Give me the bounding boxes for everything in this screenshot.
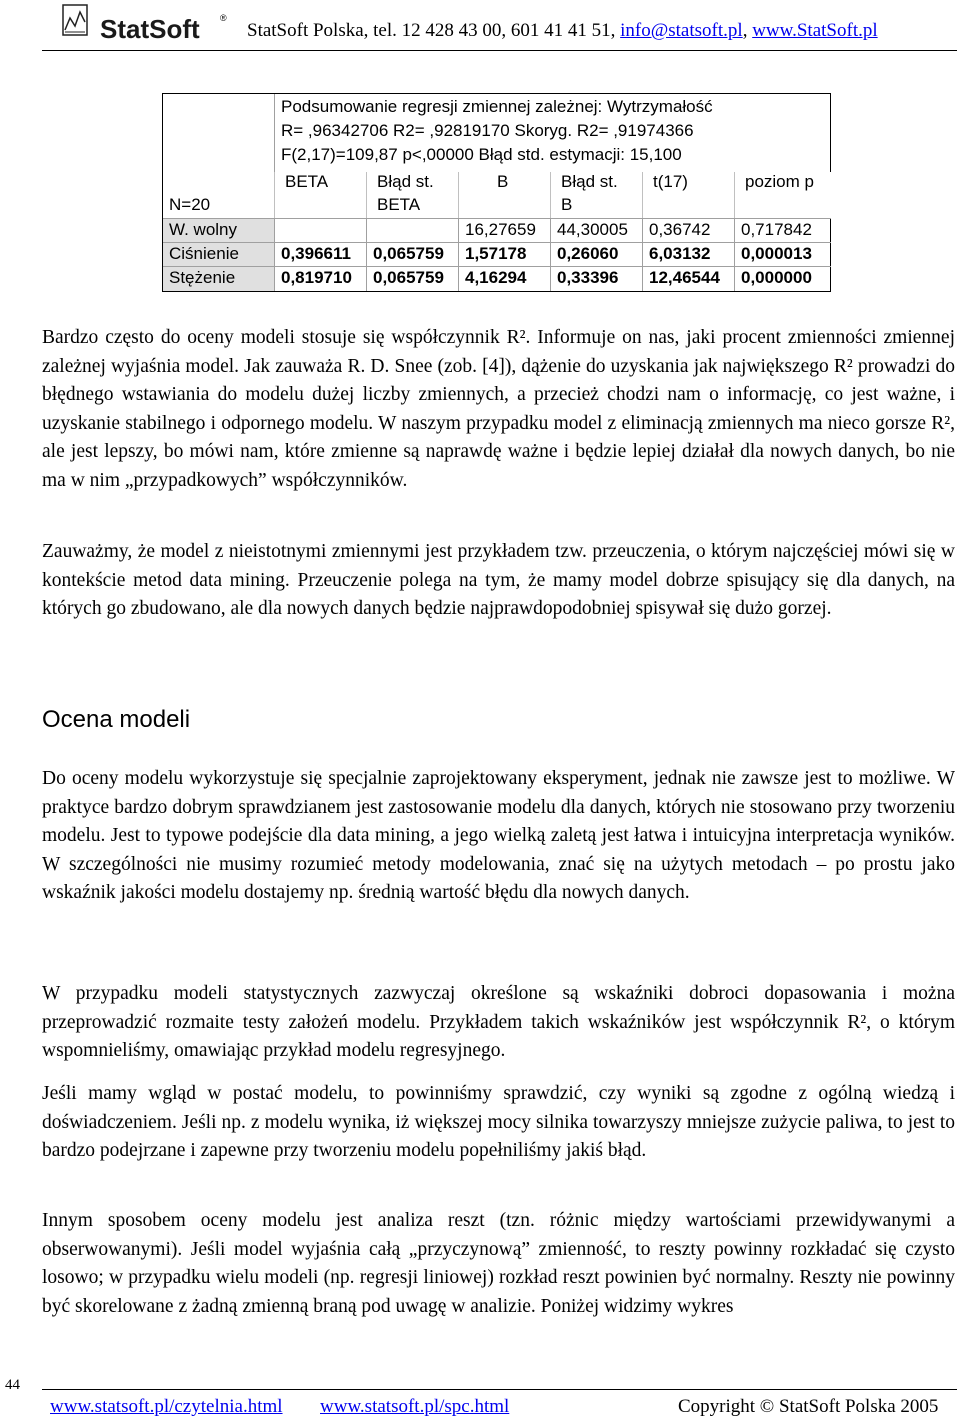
table-cell: 6,03132	[642, 242, 735, 266]
table-cell: 0,717842	[734, 218, 831, 242]
registered-mark: ®	[220, 13, 227, 23]
paragraph-statistical-models: W przypadku modeli statystycznych zazwyczaj określone są wskaźniki dobroci dopasowania i można przeprowadzić rozmaite testy założeń modelu. Przykładem takich wskaźników jest współczynnik R², o którym wspomnieliśmy, omawiając przykład modelu regresyjnego.	[42, 983, 955, 1062]
footer-divider	[42, 1389, 957, 1390]
table-cell: 44,30005	[550, 218, 643, 242]
page-number: 44	[5, 1377, 20, 1393]
column-header-t: t(17)	[642, 172, 735, 218]
table-row-label: W. wolny	[163, 218, 274, 242]
table-title-line: R= ,96342706 R2= ,92819170 Skoryg. R2= ,91974366	[281, 121, 694, 140]
column-header-beta: BETA	[274, 172, 367, 218]
column-header-p: poziom p	[734, 172, 831, 218]
table-title	[275, 94, 830, 172]
table-cell: 0,000013	[734, 242, 831, 266]
paragraph-domain-knowledge: Jeśli mamy wgląd w postać modelu, to powinniśmy sprawdzić, czy wyniki są zgodne z ogólną wiedzą i doświadczeniem. Jeśli np. z modelu wynika, iż większej mocy silnika towarzyszy mniejsze zużycie paliwa, to jest to bardzo podejrzane i zapewne przy tworzeniu modelu popełniliśmy jakiś błąd.	[42, 1083, 955, 1162]
table-cell: 4,16294	[458, 266, 551, 291]
table-cell: 0,065759	[366, 266, 459, 291]
table-title-line: Podsumowanie regresji zmiennej zależnej: Wytrzymałość	[281, 97, 713, 116]
column-header-std-err-beta: Błąd st. BETA	[366, 172, 459, 218]
table-cell: 0,396611	[274, 242, 367, 266]
header-website-link[interactable]: www.StatSoft.pl	[752, 20, 878, 41]
header-company: StatSoft Polska, tel. 12 428 43 00, 601 41 41 51,	[247, 20, 616, 41]
regression-summary-table	[162, 93, 831, 292]
n-label: N=20	[169, 195, 211, 214]
table-cell	[366, 218, 459, 242]
table-cell: 0,000000	[734, 266, 831, 291]
paragraph-residuals: Innym sposobem oceny modelu jest analiza reszt (tzn. różnic między wartościami przewidywanymi a obserwowanymi). Jeśli model wyjaśnia całą „przyczynową” zmienność, to reszty powinny rozkładać się czysto losowo; w przypadku wielu modeli (np. regresji liniowej) rozkład reszt powinien być normalny. Reszty nie powinny być skorelowane z żadną zmienną braną pod uwagę w analizie. Poniżej widzimy wykres	[42, 1210, 955, 1317]
logo-chart-icon	[62, 4, 98, 44]
footer-link-reading-room[interactable]: www.statsoft.pl/czytelnia.html	[50, 1396, 283, 1417]
table-cell: 1,57178	[458, 242, 551, 266]
page-header	[0, 0, 960, 48]
table-cell: 0,33396	[550, 266, 643, 291]
table-cell: 0,26060	[550, 242, 643, 266]
footer-copyright: Copyright © StatSoft Polska 2005	[678, 1396, 939, 1417]
column-header-std-err-b: Błąd st. B	[550, 172, 643, 218]
paragraph-r-squared: Bardzo często do oceny modeli stosuje się współczynnik R². Informuje on nas, jaki procent zmienności zmiennej zależnej wyjaśnia model. Jak zauważa R. D. Snee (zob. [4]), dążenie do uzyskania jak największego R² prowadzi do błędnego wstawiania do modelu dużej liczby zmiennych, a przecież chodzi nam o informację, co jest ważne, i uzyskanie stabilnego i odpornego modelu. W naszym przypadku model z eliminacją zmiennych ma nieco gorsze R², ale jest lepszy, bo mówi nam, które zmienne są naprawdę ważne i będzie lepiej działał dla nowych danych, bo nie ma w nim „przypadkowych” współczynników.	[42, 327, 955, 491]
table-cell: 0,065759	[366, 242, 459, 266]
logo-wordmark: StatSoft	[100, 14, 200, 44]
table-row-label: Ciśnienie	[163, 242, 274, 266]
table-cell: 0,819710	[274, 266, 367, 291]
section-heading: Ocena modeli	[42, 706, 191, 733]
paragraph-model-evaluation: Do oceny modelu wykorzystuje się specjalnie zaprojektowany eksperyment, jednak nie zawsze jest to możliwe. W praktyce bardzo dobrym sprawdzianem jest zastosowanie modelu dla danych, których nie stosowano przy tworzeniu modelu. Jest to typowe podejście dla data mining, a jego wielką zaletą jest łatwa i intuicyjna interpretacja wyników. W szczególności nie musimy rozumieć metody modelowania, znać się na użytych metodach – po prostu jako wskaźnik jakości modelu dostajemy np. średnią wartość błędu dla nowych danych.	[42, 768, 955, 904]
table-row-label: Stężenie	[163, 266, 274, 291]
footer-link-spc[interactable]: www.statsoft.pl/spc.html	[320, 1396, 510, 1417]
header-contact: StatSoft Polska, tel. 12 428 43 00, 601 41 41 51, info@statsoft.pl, www.StatSoft.pl	[247, 20, 878, 41]
table-cell	[274, 218, 367, 242]
table-cell: 16,27659	[458, 218, 551, 242]
table-cell: 0,36742	[642, 218, 735, 242]
header-email-link[interactable]: info@statsoft.pl	[620, 20, 743, 41]
table-corner	[163, 94, 275, 218]
table-cell: 12,46544	[642, 266, 735, 291]
header-divider	[42, 50, 957, 51]
statsoft-logo	[62, 4, 252, 48]
paragraph-overfitting: Zauważmy, że model z nieistotnymi zmiennymi jest przykładem tzw. przeuczenia, o którym najczęściej mówi się w kontekście metod data mining. Przeuczenie polega na tym, że mamy model dobrze spisujący się dla danych, na których go zbudowano, ale dla nowych danych będzie najprawdopodobniej spisywał się dużo gorzej.	[42, 541, 955, 620]
column-header-b: B	[458, 172, 551, 218]
table-title-line: F(2,17)=109,87 p<,00000 Błąd std. estymacji: 15,100	[281, 145, 682, 164]
